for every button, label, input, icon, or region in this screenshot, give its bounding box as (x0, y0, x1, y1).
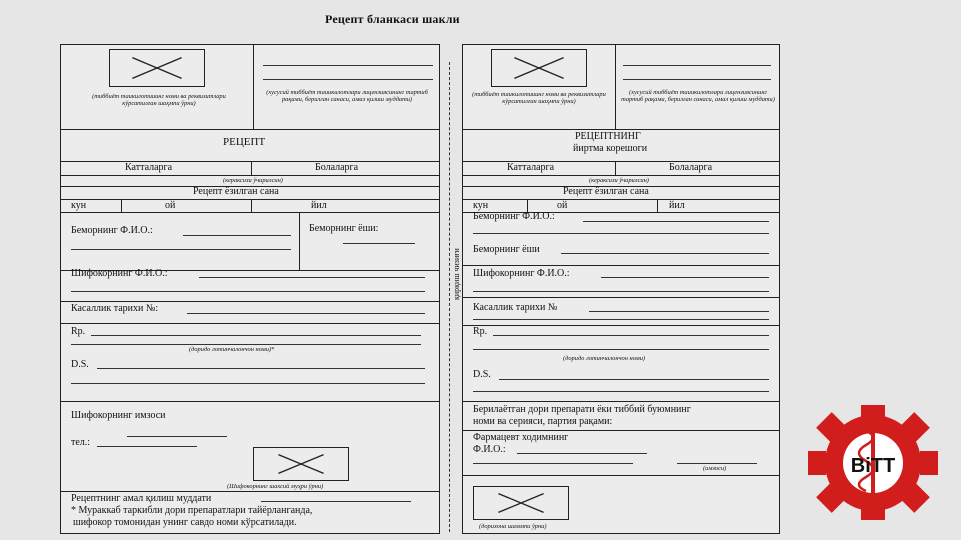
rp-label: Rp. (71, 326, 86, 337)
pharmacy-stamp-caption: (дорихона шаммпи ўрни) (479, 523, 547, 530)
institution-caption: (тиббиёт таикилотииинг номи ва реквизитлари кўрсатилган шаҳмпи ўрни) (472, 91, 606, 106)
patient-age-label: Беморнинг ёши (473, 244, 540, 255)
form-heading: РЕЦЕПТ (223, 136, 266, 148)
doctor-name-label: Шифокорнинг Ф.И.О.: (71, 268, 168, 279)
prescription-stub (462, 44, 780, 534)
year-label: йил (669, 200, 685, 211)
year-label: йил (311, 200, 327, 211)
prescription-form (60, 44, 440, 534)
dispensed-label-line-2: номи ва серияси, партия рақами: (473, 416, 613, 427)
institution-caption: (тиббиёт таикилотииинг номи ва реквизитлари кўрсатилган шаҳмпи ўрни) (92, 93, 226, 108)
drug-name-caption: (доридо лотинчалончон номи)* (189, 346, 275, 353)
pharmacy-stamp-placeholder (473, 486, 569, 520)
case-history-label: Касаллик тарихи №: (71, 303, 159, 314)
dispensed-label-line-1: Берилаётган дори препарати ёки тиббий буюмнинг (473, 404, 691, 415)
ds-label: D.S. (71, 359, 89, 370)
month-label: ой (557, 200, 568, 211)
bitt-logo-text: BiTT (850, 455, 896, 477)
page-title: Рецепт бланкаси шакли (325, 12, 460, 26)
doctor-signature-label: Шифокорнинг имзоси (71, 410, 166, 421)
tear-line-label: қирқиш чизиғи (452, 248, 461, 300)
stub-heading: РЕЦЕПТНИНГ (575, 131, 641, 142)
doctor-name-label: Шифокорнинг Ф.И.О.: (473, 268, 570, 279)
adults-option: Катталарга (507, 162, 555, 173)
patient-age-label: Беморнинг ёши: (309, 223, 379, 234)
day-label: кун (473, 200, 489, 211)
institution-stamp-placeholder (109, 49, 205, 87)
month-label: ой (165, 200, 176, 211)
strike-note: (кераксизи ўчирилсин) (223, 177, 283, 184)
strike-note: (кераксизи ўчирилсин) (589, 177, 649, 184)
doctor-seal-caption: (Шифокорнинг шахсий муҳри ўрни) (227, 483, 324, 490)
children-option: Болаларга (669, 162, 713, 173)
date-written-label: Рецепт ёзилган сана (193, 186, 279, 197)
rp-label: Rp. (473, 326, 488, 337)
license-caption: (хусусий тиббиёт таиикилотлари лицензиясининг тартиб рақами, берилган санаси, амал қилиш муддати) (266, 89, 428, 104)
patient-name-label: Беморнинг Ф.И.О.: (473, 211, 555, 222)
pharmacist-label: Фармацевт ходимнинг (473, 432, 569, 443)
institution-stamp-placeholder (491, 49, 587, 87)
bitt-logo (808, 405, 938, 520)
drug-name-caption: (доридо лотинчалончон номи) (563, 355, 646, 362)
footnote-line-2: шифокор томонидан унинг савдо номи кўрсатилади. (73, 517, 297, 528)
patient-name-label: Беморнинг Ф.И.О.: (71, 225, 153, 236)
phone-label: тел.: (71, 437, 91, 448)
children-option: Болаларга (315, 162, 359, 173)
footnote-line-1: * Мураккаб таркибли дори препаратлари тайёрланганда, (71, 505, 313, 516)
validity-label: Рецептнинг амал қилиш муддати (71, 493, 212, 504)
adults-option: Катталарга (125, 162, 173, 173)
case-history-label: Касаллик тарихи № (473, 302, 558, 313)
pharmacist-name-label: Ф.И.О.: (473, 444, 506, 455)
day-label: кун (71, 200, 87, 211)
stub-subheading: йиртма корешоги (573, 143, 648, 154)
tear-line (449, 62, 450, 532)
doctor-seal-placeholder (253, 447, 349, 481)
license-caption: (хусусий тиббиёт таиикилотлари лицензиясининг тартиб рақами, берилган санаси, амал қилиш муддати) (621, 89, 775, 104)
ds-label: D.S. (473, 369, 491, 380)
pharmacist-sign-caption: (имзоси) (703, 465, 727, 472)
date-written-label: Рецепт ёзилган сана (563, 186, 649, 197)
